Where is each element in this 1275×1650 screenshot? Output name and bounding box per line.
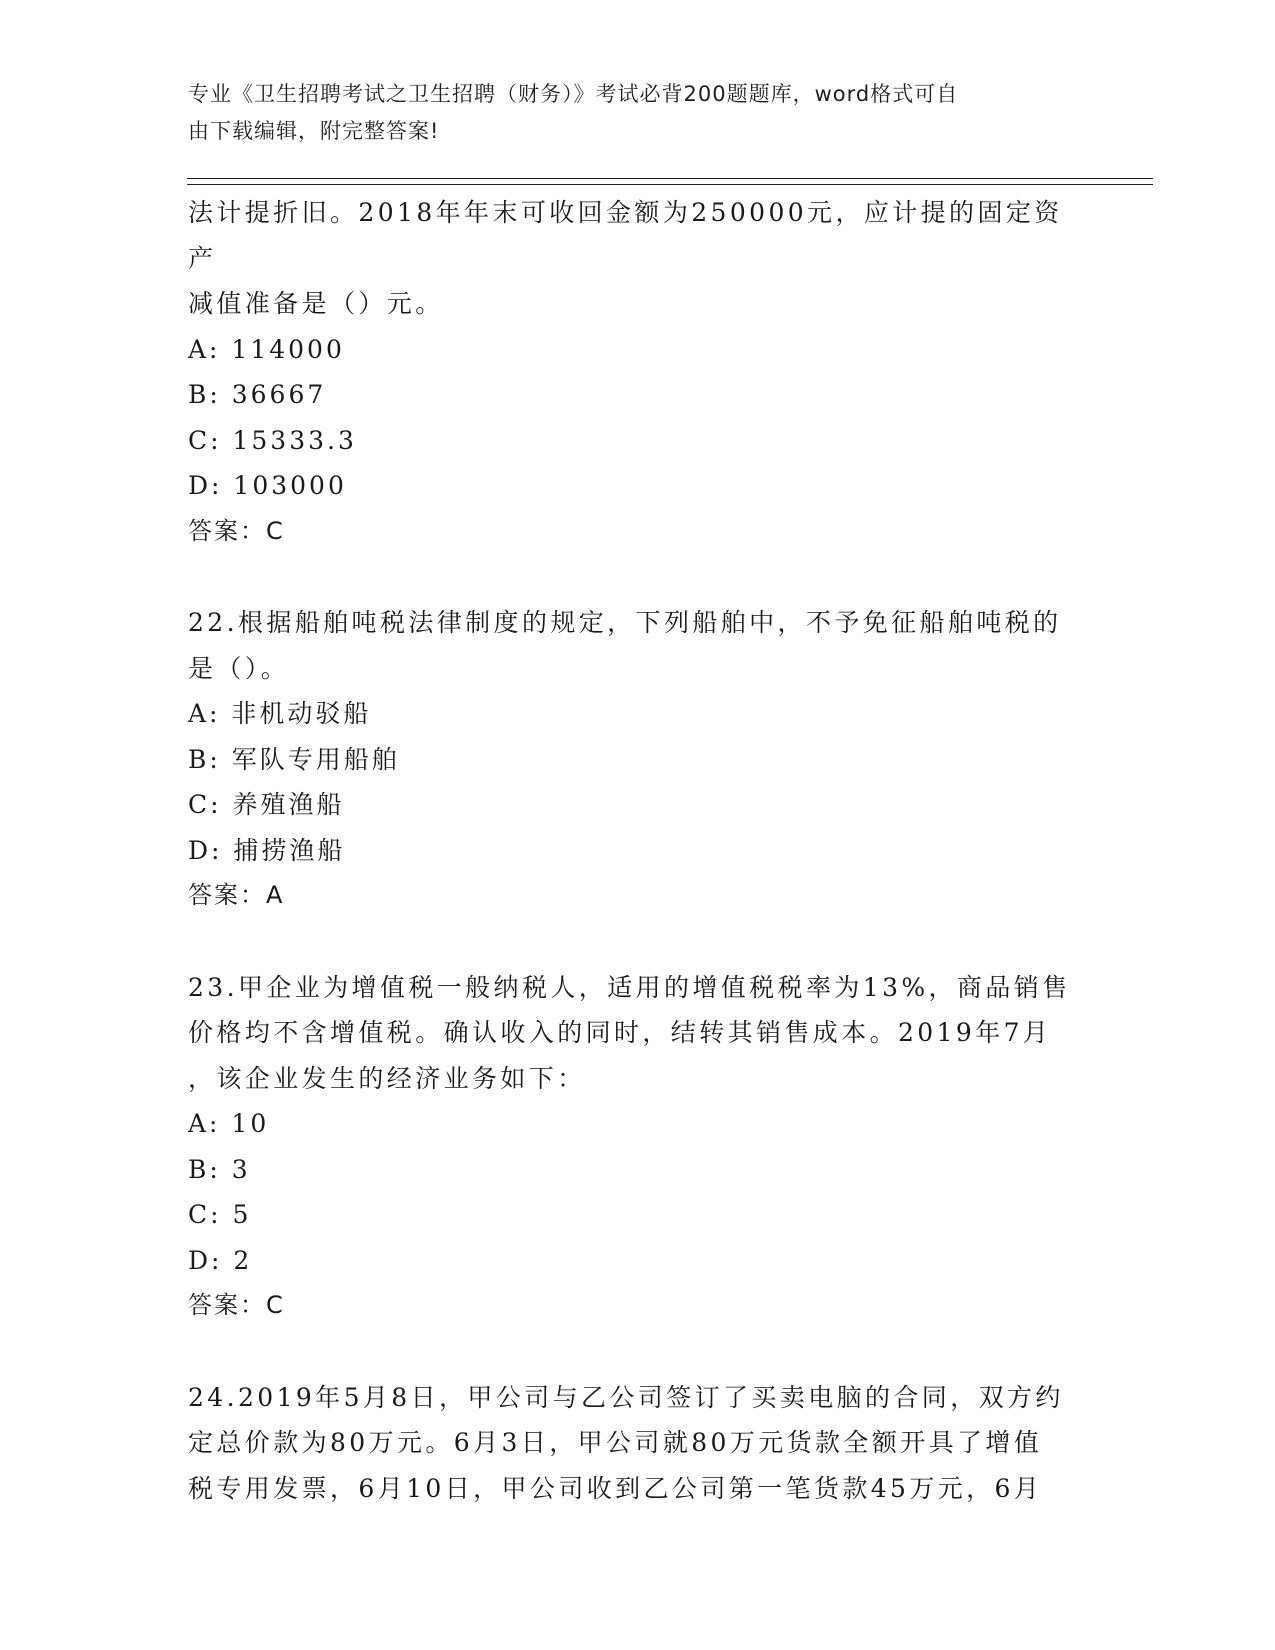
question-stem-line: 税专用发票，6月10日，甲公司收到乙公司第一笔货款45万元，6月 — [188, 1473, 1043, 1503]
option-c: C: 养殖渔船 — [188, 790, 345, 819]
option-b: B: 36667 — [188, 380, 327, 409]
option-c: C: 5 — [188, 1200, 252, 1229]
option-b: B: 3 — [188, 1154, 251, 1184]
option-c: C: 15333.3 — [188, 425, 357, 455]
question-stem-line: 减值准备是（）元。 — [188, 289, 444, 318]
option-a: A: 114000 — [188, 334, 345, 364]
question-stem-line: 法计提折旧。2018年年末可收回金额为250000元，应计提的固定资产 — [188, 198, 1063, 273]
option-a: A: 10 — [188, 1109, 270, 1138]
document-header — [188, 76, 1068, 150]
question-stem-line: 23.甲企业为增值税一般纳税人，适用的增值税税率为13%，商品销售 — [188, 972, 1071, 1002]
option-a: A: 非机动驳船 — [188, 699, 372, 728]
header-line-1: 专业《卫生招聘考试之卫生招聘（财务）》考试必背200题题库，word格式可自 — [188, 82, 959, 106]
option-d: D: 2 — [188, 1245, 253, 1275]
header-divider-top — [187, 178, 1153, 179]
question-stem-line: ，该企业发生的经济业务如下： — [188, 1063, 586, 1093]
question-stem-line: 22.根据船舶吨税法律制度的规定，下列船舶中，不予免征船舶吨税的 — [188, 608, 1062, 637]
question-list — [188, 190, 1088, 1557]
option-d: D: 捕捞渔船 — [188, 835, 346, 865]
option-b: B: 军队专用船舶 — [188, 744, 400, 774]
question-21 — [188, 190, 1088, 554]
question-stem-line: 定总价款为80万元。6月3日，甲公司就80万元货款全额开具了增值 — [188, 1428, 1043, 1457]
header-divider-bottom — [187, 184, 1153, 185]
answer-line: 答案：C — [188, 1291, 285, 1319]
question-22 — [188, 600, 1088, 919]
answer-line: 答案：C — [188, 516, 285, 545]
question-stem-line: 价格均不含增值税。确认收入的同时，结转其销售成本。2019年7月 — [188, 1018, 1052, 1047]
question-stem-line: 是（）。 — [188, 653, 290, 683]
question-stem-line: 24.2019年5月8日，甲公司与乙公司签订了买卖电脑的合同，双方约 — [188, 1382, 1064, 1412]
header-line-2: 由下载编辑，附完整答案! — [188, 119, 440, 143]
question-24 — [188, 1375, 1088, 1512]
question-23 — [188, 965, 1088, 1329]
option-d: D: 103000 — [188, 471, 347, 500]
answer-line: 答案：A — [188, 881, 285, 909]
